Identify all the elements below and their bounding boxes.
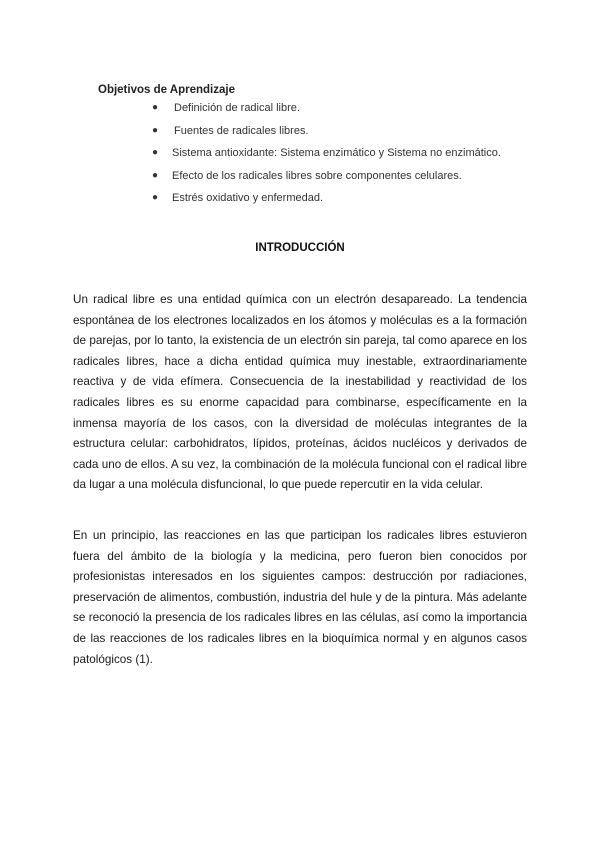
bullet-icon: ● bbox=[152, 102, 159, 113]
list-item-text: Estrés oxidativo y enfermedad. bbox=[172, 192, 324, 204]
list-item-text: Efecto de los radicales libres sobre componentes celulares. bbox=[172, 169, 462, 182]
bullet-icon: ● bbox=[152, 169, 159, 181]
learning-objectives bbox=[98, 84, 558, 214]
paragraph: En un principio, las reacciones en las que participan los radicales libres estuvieron fuera del ámbito de la biología y la medicina, pero fueron bien conocidos por profesionistas interesados en los siguientes campos: destrucción por radiaciones, preservación de alimentos, combustión, industria del hule y de la pintura. Más adelante se reconoció la presencia de los radicales libres en las células, así como la importancia de las reacciones de los radicales libres en la bioquímica normal y en algunos casos patológicos (1). bbox=[73, 529, 527, 666]
list-item bbox=[98, 124, 558, 138]
paragraph: Un radical libre es una entidad química con un electrón desapareado. La tendencia espontánea de los electrones localizados en los átomos y moléculas es a la formación de parejas, por lo tanto, la existencia de un electrón sin pareja, tal como aparece en los radicales libres, hace a dicha entidad química muy inestable, extraordinariamente reactiva y de vida efímera. Consecuencia de la inestabilidad y reactividad de los radicales libres es su enorme capacidad para combinarse, específicamente en la inmensa mayoría de los casos, con la diversidad de moléculas integrantes de la estructura celular: carbohidratos, lípidos, proteínas, ácidos nucléicos y derivados de cada uno de ellos. A su vez, la combinación de la molécula funcional con el radical libre da lugar a una molécula disfuncional, lo que puede repercutir en la vida celular. bbox=[73, 293, 527, 492]
list-item bbox=[98, 101, 558, 115]
list-item bbox=[98, 191, 558, 205]
objectives-title: Objetivos de Aprendizaje bbox=[98, 84, 235, 96]
bullet-icon: ● bbox=[152, 192, 159, 203]
objectives-list bbox=[98, 101, 558, 205]
list-item-text: Definición de radical libre. bbox=[174, 102, 300, 114]
section-heading: INTRODUCCIÓN bbox=[255, 242, 345, 254]
list-item-text: Sistema antioxidante: Sistema enzimático y Sistema no enzimático. bbox=[172, 147, 501, 159]
list-item bbox=[98, 146, 558, 160]
list-item-text: Fuentes de radicales libres. bbox=[174, 124, 309, 137]
bullet-icon: ● bbox=[152, 147, 159, 158]
list-item bbox=[98, 169, 558, 183]
bullet-icon: ● bbox=[152, 124, 159, 136]
